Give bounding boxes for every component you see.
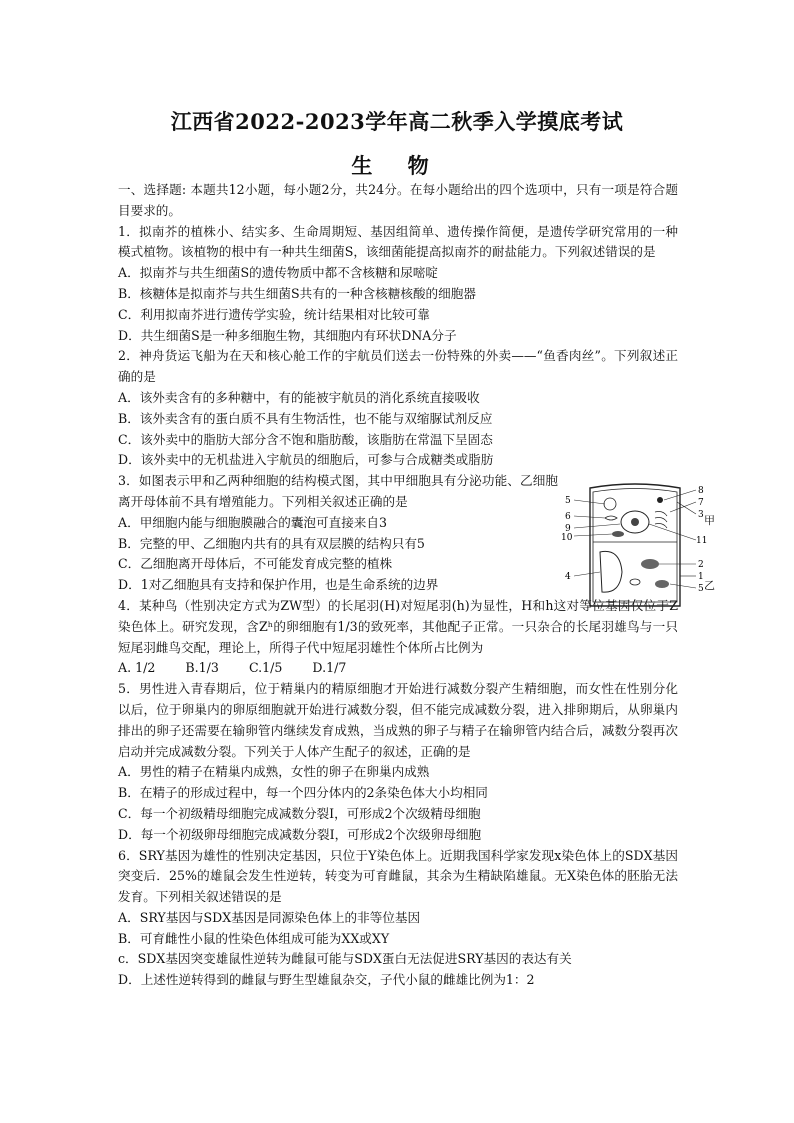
subject-title: 生 物 xyxy=(351,153,443,178)
question-stem: 1．拟南芥的植株小、结实多、生命周期短、基因组简单、遗传操作简便，是遗传学研究常用的一种模式植物。该植物的根中有一种共生细菌S，该细菌能提高拟南芥的耐盐能力。下列叙述错误的是 xyxy=(118,223,678,260)
figure-label-6: 6 xyxy=(565,512,571,522)
option-d: D．该外卖中的无机盐进入宇航员的细胞后，可参与合成糖类或脂肪 xyxy=(118,452,494,468)
question-1 xyxy=(118,222,678,347)
option-a: A．SRY基因与SDX基因是同源染色体上的非等位基因 xyxy=(118,909,421,925)
exam-title: 江西省2022-2023学年高二秋季入学摸底考试 xyxy=(170,109,624,134)
option-b: B.1/3 xyxy=(185,660,219,676)
er-shape xyxy=(655,512,667,529)
chloroplast-shape xyxy=(655,580,669,588)
figure-label-5: 5 xyxy=(565,496,571,506)
question-stem: 5．男性进入青春期后，位于精巢内的精原细胞才开始进行减数分裂产生精细胞，而女性在性别分化以后，位于卵巢内的卵原细胞就开始进行减数分裂，但不能完成减数分裂，进入排卵期后，从卵巢内排出的卵子还需要在输卵管内继续发育成熟，当成熟的卵子与精子在输卵管内结合后，减数分裂再次启动并完成减数分裂。下列关于人体产生配子的叙述，正确的是 xyxy=(118,681,678,759)
option-c: C．该外卖中的脂肪大部分含不饱和脂肪酸，该脂肪在常温下呈固态 xyxy=(118,431,493,447)
figure-label-1: 1 xyxy=(698,572,704,582)
figure-label-8: 8 xyxy=(698,486,704,496)
option-c: C．每一个初级精母细胞完成减数分裂Ⅰ，可形成2个次级精母细胞 xyxy=(118,805,481,821)
granule-shape xyxy=(657,497,663,503)
figure-label-2: 2 xyxy=(698,560,704,570)
option-b: B．该外卖含有的蛋白质不具有生物活性，也不能与双缩脲试剂反应 xyxy=(118,410,493,426)
figure-label-10: 10 xyxy=(561,533,573,543)
option-a: A．该外卖含有的多种糖中，有的能被宇航员的消化系统直接吸收 xyxy=(118,389,480,405)
question-stem: 3．如图表示甲和乙两种细胞的结构模式图，其中甲细胞具有分泌功能、乙细胞离开母体前不具有增殖能力。下列相关叙述正确的是 xyxy=(118,473,558,509)
organelle-shape xyxy=(630,579,640,585)
options-row xyxy=(118,658,678,679)
mitochondria-shape xyxy=(612,531,624,537)
option-a: A．拟南芥与共生细菌S的遗传物质中都不含核糖和尿嘧啶 xyxy=(118,265,438,281)
cell-structure-figure xyxy=(560,482,710,612)
figure-label-9: 9 xyxy=(565,524,571,534)
leader-line xyxy=(670,502,696,512)
vesicle-shape xyxy=(604,498,616,510)
figure-label-5b: 5 xyxy=(698,584,704,594)
figure-label-jia: 甲 xyxy=(704,514,715,527)
leader-line xyxy=(574,572,600,576)
question-5 xyxy=(118,679,678,845)
nucleolus-shape xyxy=(631,518,639,526)
option-c: C．利用拟南芥进行遗传学实验，统计结果相对比较可靠 xyxy=(118,306,430,322)
option-c: C.1/5 xyxy=(248,660,283,676)
figure-label-yi: 乙 xyxy=(704,579,715,592)
question-stem: 6．SRY基因为雄性的性别决定基因，只位于Y染色体上。近期我国科学家发现x染色体上的SDX基因突变后．25%的雄鼠会发生性逆转，转变为可育雌鼠，其余为生精缺陷雄鼠。无X染色体的胚胎无法发育。下列相关叙述错误的是 xyxy=(118,847,678,905)
chloroplast-shape xyxy=(641,559,659,569)
golgi-shape xyxy=(605,516,617,520)
question-stem: 4．某种鸟（性别决定方式为ZW型）的长尾羽(H)对短尾羽(h)为显性，H和h这对等位基因仅位于Z染色体上。研究发现，含Zʰ的卵细胞有1/3的致死率，其他配子正常。一只杂合的长尾羽雄鸟与一只短尾羽雌鸟交配，理论上，所得子代中短尾羽雄性个体所占比例为 xyxy=(118,597,678,655)
option-d: D.1/7 xyxy=(312,660,347,676)
question-stem: 2．神舟货运飞船为在天和核心舱工作的宇航员们送去一份特殊的外卖——“鱼香肉丝”。下列叙述正确的是 xyxy=(118,348,678,385)
option-b: B．在精子的形成过程中，每一个四分体内的2条染色体大小均相同 xyxy=(118,785,488,801)
option-a: A．甲细胞内能与细胞膜融合的囊泡可直接来自3 xyxy=(118,514,387,530)
option-b: B．完整的甲、乙细胞内共有的具有双层膜的结构只有5 xyxy=(118,535,425,551)
figure-label-11: 11 xyxy=(696,536,708,546)
option-c: C．乙细胞离开母体后，不可能发育成完整的植株 xyxy=(118,556,393,572)
figure-label-4: 4 xyxy=(565,572,571,582)
option-d: D．共生细菌S是一种多细胞生物，其细胞内有环状DNA分子 xyxy=(118,327,457,343)
leader-line xyxy=(670,584,696,588)
option-d: D．1对乙细胞具有支持和保护作用，也是生命系统的边界 xyxy=(118,577,439,593)
cell-diagram xyxy=(560,482,710,612)
option-a: A. 1/2 xyxy=(118,660,156,676)
option-d: D．每一个初级卵母细胞完成减数分裂Ⅰ，可形成2个次级卵母细胞 xyxy=(118,826,482,842)
figure-label-3: 3 xyxy=(698,510,704,520)
vacuole-shape xyxy=(600,551,622,592)
figure-label-7: 7 xyxy=(698,498,704,508)
section-heading: 一、选择题: 本题共12小题，每小题2分，共24分。在每小题给出的四个选项中，只有一项是符合题目要求的。 xyxy=(118,182,678,218)
option-b: B．核糖体是拟南芥与共生细菌S共有的一种含核糖核酸的细胞器 xyxy=(118,285,476,301)
question-6 xyxy=(118,846,678,992)
option-c: c．SDX基因突变雄鼠性逆转为雌鼠可能与SDX蛋白无法促进SRY基因的表达有关 xyxy=(118,951,572,967)
option-b: B．可育雌性小鼠的性染色体组成可能为XX或XY xyxy=(118,930,390,946)
leader-line xyxy=(574,524,620,528)
option-a: A．男性的精子在精巢内成熟，女性的卵子在卵巢内成熟 xyxy=(118,764,430,780)
option-d: D．上述性逆转得到的雌鼠与野生型雄鼠杂交，子代小鼠的雌雄比例为1：2 xyxy=(118,972,535,988)
question-2 xyxy=(118,346,678,471)
leader-line xyxy=(649,524,696,540)
cell-wall-outline xyxy=(590,484,680,606)
